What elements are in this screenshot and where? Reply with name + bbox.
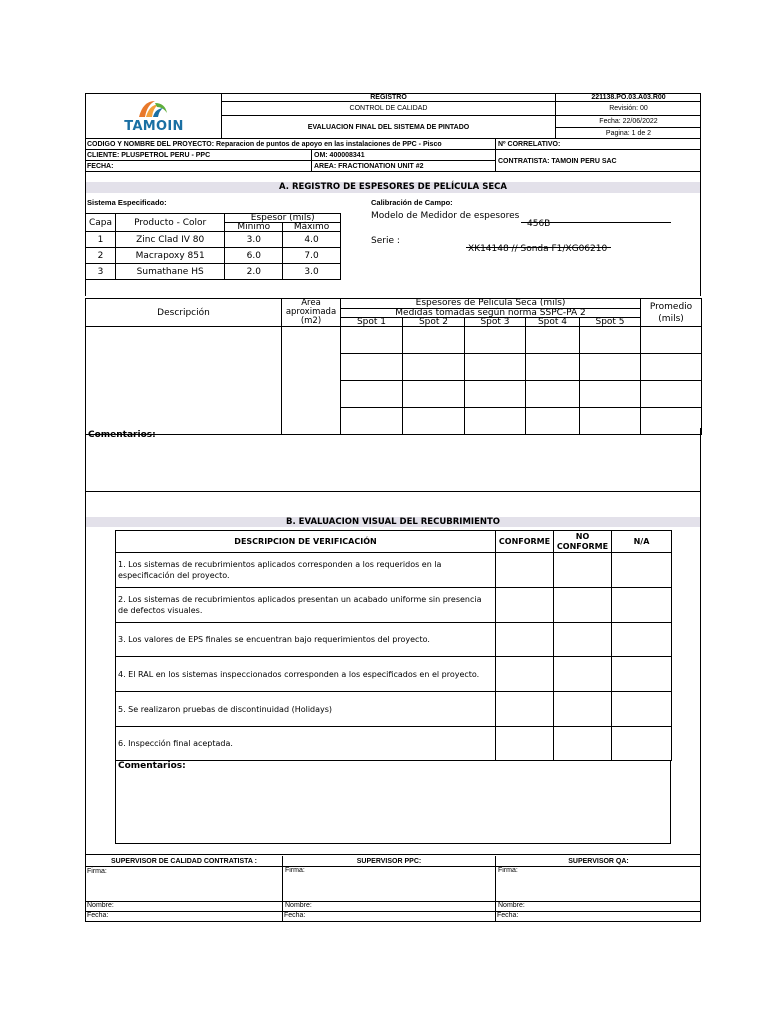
col-spot-3: Spot 3 bbox=[465, 318, 526, 327]
spot-cell[interactable] bbox=[465, 327, 526, 354]
project-fecha: FECHA: bbox=[86, 161, 312, 172]
table-row bbox=[116, 727, 672, 761]
conforme-cell[interactable] bbox=[496, 553, 554, 588]
conforme-cell[interactable] bbox=[496, 727, 554, 761]
fecha-row-line bbox=[85, 911, 701, 912]
col-na: N/A bbox=[612, 531, 672, 553]
header-pagina: Pagina: 1 de 2 bbox=[555, 128, 701, 139]
nombre-label-1: Nombre: bbox=[87, 902, 114, 909]
promedio-cell[interactable] bbox=[641, 354, 702, 381]
spot-cell[interactable] bbox=[341, 354, 403, 381]
table-row bbox=[86, 264, 341, 280]
sistema-especificado-label: Sistema Especificado: bbox=[87, 198, 167, 207]
spot-cell[interactable] bbox=[465, 381, 526, 408]
logo-text: TAMOIN bbox=[124, 119, 184, 134]
project-area: AREA: FRACTIONATION UNIT #2 bbox=[314, 163, 424, 170]
serie-value-line bbox=[466, 236, 611, 254]
col-capa: Capa bbox=[86, 214, 116, 232]
col-area: Area aproximada (m2) bbox=[282, 299, 341, 327]
measurement-table bbox=[85, 298, 702, 435]
conforme-cell[interactable] bbox=[496, 588, 554, 623]
max-cell: 4.0 bbox=[283, 232, 341, 248]
table-row bbox=[116, 692, 672, 727]
spot-cell[interactable] bbox=[526, 381, 580, 408]
spot-cell[interactable] bbox=[403, 354, 465, 381]
spot-cell[interactable] bbox=[465, 354, 526, 381]
capa-cell: 1 bbox=[86, 232, 116, 248]
spot-cell[interactable] bbox=[526, 354, 580, 381]
calibracion-label: Calibración de Campo: bbox=[371, 198, 453, 207]
table-row bbox=[86, 232, 341, 248]
firma-label-3: Firma: bbox=[495, 867, 518, 901]
header-revision: Revisión: 00 bbox=[555, 102, 701, 116]
producto-cell: Zinc Clad IV 80 bbox=[115, 232, 224, 248]
no-conforme-cell[interactable] bbox=[554, 657, 612, 692]
max-cell: 3.0 bbox=[283, 264, 341, 280]
col-spot-4: Spot 4 bbox=[526, 318, 580, 327]
min-cell: 3.0 bbox=[225, 232, 283, 248]
table-row bbox=[116, 623, 672, 657]
no-conforme-cell[interactable] bbox=[554, 727, 612, 761]
nombre-row-line bbox=[85, 901, 701, 902]
spot-cell[interactable] bbox=[341, 381, 403, 408]
col-conforme: CONFORME bbox=[496, 531, 554, 553]
na-cell[interactable] bbox=[612, 623, 672, 657]
area-cell[interactable] bbox=[282, 327, 341, 435]
col-verificacion: DESCRIPCION DE VERIFICACIÓN bbox=[116, 531, 496, 553]
comments-a-box[interactable] bbox=[85, 428, 701, 492]
col-promedio: Promedio (mils) bbox=[641, 299, 702, 327]
header-title: EVALUACION FINAL DEL SISTEMA DE PINTADO bbox=[307, 124, 470, 131]
col-no-conforme: NO CONFORME bbox=[554, 531, 612, 553]
capa-cell: 2 bbox=[86, 248, 116, 264]
spot-cell[interactable] bbox=[341, 327, 403, 354]
no-conforme-cell[interactable] bbox=[554, 692, 612, 727]
modelo-label: Modelo de Medidor de espesores bbox=[371, 211, 520, 221]
header-code: 221138.PO.03.A03.R00 bbox=[555, 93, 701, 102]
tamoin-logo-icon bbox=[133, 97, 173, 119]
col-espesor: Espesor (mils) bbox=[225, 214, 341, 223]
serie-value: XK14148 // Sonda F1/XG06210 bbox=[468, 244, 608, 254]
nombre-label-2: Nombre: bbox=[282, 902, 312, 922]
system-table bbox=[85, 213, 341, 280]
project-om: OM: 400008341 bbox=[312, 150, 495, 161]
max-cell: 7.0 bbox=[283, 248, 341, 264]
verification-item: 5. Se realizaron pruebas de discontinuidad (Holidays) bbox=[116, 692, 496, 727]
logo-cell bbox=[85, 93, 222, 139]
supervisor-calidad-label: SUPERVISOR DE CALIDAD CONTRATISTA : bbox=[86, 856, 282, 867]
fecha-label-1: Fecha: bbox=[87, 912, 109, 919]
col-maximo: Máximo bbox=[283, 223, 341, 232]
table-row bbox=[116, 657, 672, 692]
spot-cell[interactable] bbox=[403, 381, 465, 408]
na-cell[interactable] bbox=[612, 727, 672, 761]
promedio-cell[interactable] bbox=[641, 327, 702, 354]
na-cell[interactable] bbox=[612, 553, 672, 588]
comments-b-label: Comentarios: bbox=[118, 761, 186, 771]
project-correlativo: Nº CORRELATIVO: bbox=[495, 139, 701, 150]
verification-table bbox=[115, 530, 672, 761]
capa-cell: 3 bbox=[86, 264, 116, 280]
min-cell: 6.0 bbox=[225, 248, 283, 264]
section-a-title: A. REGISTRO DE ESPESORES DE PELÍCULA SECA bbox=[86, 182, 700, 193]
comments-a-label: Comentarios: bbox=[88, 430, 156, 440]
table-row bbox=[86, 327, 702, 354]
col-spot-1: Spot 1 bbox=[341, 318, 403, 327]
modelo-value-line bbox=[521, 211, 671, 229]
fecha-label-3: Fecha: bbox=[497, 912, 519, 919]
serie-label: Serie : bbox=[371, 236, 400, 246]
firma-label-1: Firma: bbox=[87, 868, 107, 875]
verification-item: 3. Los valores de EPS finales se encuentran bajo requerimientos del proyecto. bbox=[116, 623, 496, 657]
modelo-value: 456B bbox=[527, 219, 551, 229]
table-row bbox=[116, 588, 672, 623]
producto-cell: Sumathane HS bbox=[115, 264, 224, 280]
no-conforme-cell[interactable] bbox=[554, 588, 612, 623]
project-cliente: CLIENTE: PLUSPETROL PERU - PPC bbox=[86, 150, 312, 161]
col-descripcion: Descripción bbox=[86, 299, 282, 327]
conforme-cell[interactable] bbox=[496, 657, 554, 692]
header-registro: REGISTRO bbox=[222, 93, 555, 102]
table-row bbox=[116, 553, 672, 588]
col-espesores: Espesores de Pelicula Seca (mils) bbox=[341, 299, 641, 309]
spot-cell[interactable] bbox=[580, 354, 641, 381]
spot-cell[interactable] bbox=[526, 327, 580, 354]
col-minimo: Minimo bbox=[225, 223, 283, 232]
min-cell: 2.0 bbox=[225, 264, 283, 280]
spot-cell[interactable] bbox=[403, 327, 465, 354]
spot-cell[interactable] bbox=[580, 381, 641, 408]
section-b-title: B. EVALUACION VISUAL DEL RECUBRIMIENTO bbox=[86, 517, 700, 527]
project-contratista: CONTRATISTA: TAMOIN PERU SAC bbox=[495, 150, 701, 172]
fecha-label-2: Fecha: bbox=[284, 912, 306, 919]
table-row bbox=[86, 248, 341, 264]
conforme-cell[interactable] bbox=[496, 623, 554, 657]
col-spot-5: Spot 5 bbox=[580, 318, 641, 327]
spot-cell[interactable] bbox=[580, 327, 641, 354]
comments-b-box[interactable] bbox=[115, 760, 671, 844]
producto-cell: Macrapoxy 851 bbox=[115, 248, 224, 264]
header-control: CONTROL DE CALIDAD bbox=[222, 102, 555, 116]
conforme-cell[interactable] bbox=[496, 692, 554, 727]
nombre-label-3: Nombre: bbox=[495, 902, 525, 922]
supervisor-qa-label: SUPERVISOR QA: bbox=[495, 856, 701, 867]
col-producto: Producto - Color bbox=[115, 214, 224, 232]
supervisor-ppc-label: SUPERVISOR PPC: bbox=[282, 856, 495, 867]
verification-item: 2. Los sistemas de recubrimientos aplicados presentan un acabado uniforme sin presencia de defectos visuales. bbox=[116, 588, 496, 623]
no-conforme-cell[interactable] bbox=[554, 553, 612, 588]
firma-label-2: Firma: bbox=[282, 867, 305, 901]
na-cell[interactable] bbox=[612, 692, 672, 727]
verification-item: 6. Inspección final aceptada. bbox=[116, 727, 496, 761]
promedio-cell[interactable] bbox=[641, 381, 702, 408]
na-cell[interactable] bbox=[612, 588, 672, 623]
header-fecha: Fecha: 22/06/2022 bbox=[555, 116, 701, 128]
verification-item: 1. Los sistemas de recubrimientos aplicados corresponden a los requeridos en la especificación del proyecto. bbox=[116, 553, 496, 588]
col-spot-2: Spot 2 bbox=[403, 318, 465, 327]
verification-item: 4. El RAL en los sistemas inspeccionados corresponden a los especificados en el proyecto. bbox=[116, 657, 496, 692]
descripcion-cell[interactable] bbox=[86, 327, 282, 435]
project-codigo: CODIGO Y NOMBRE DEL PROYECTO: Reparacion de puntos de apoyo en las instalaciones de PPC - Pisco bbox=[86, 139, 495, 150]
col-medidas: Medidas tomadas según norma SSPC-PA 2 bbox=[341, 308, 641, 318]
na-cell[interactable] bbox=[612, 657, 672, 692]
no-conforme-cell[interactable] bbox=[554, 623, 612, 657]
